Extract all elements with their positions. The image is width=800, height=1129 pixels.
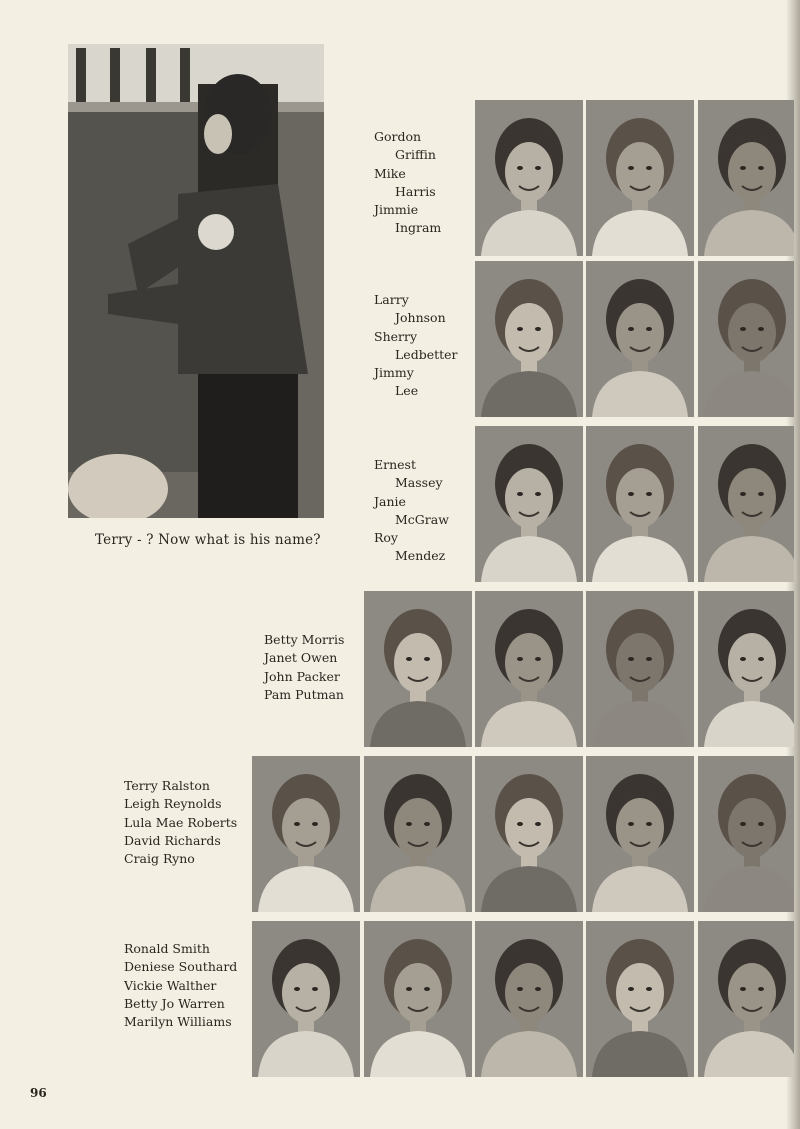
name-line: Marilyn Williams [124, 1014, 232, 1030]
student-portrait [364, 756, 472, 912]
name-line: Ledbetter [395, 346, 458, 362]
student-portrait [586, 426, 694, 582]
name-line: Ronald Smith [124, 941, 210, 956]
name-line: Mendez [395, 548, 446, 564]
name-line: Gordon [374, 129, 422, 144]
name-line: Johnson [395, 310, 446, 326]
student-portrait [475, 426, 583, 582]
name-line: Jimmie [374, 202, 419, 218]
name-line: Leigh Reynolds [124, 796, 222, 812]
name-line: Vickie Walther [124, 977, 217, 993]
student-portrait [698, 591, 794, 747]
student-portrait [475, 261, 583, 417]
name-line: Larry [374, 292, 409, 307]
name-line: Harris [395, 183, 436, 199]
student-portrait [586, 921, 694, 1077]
student-portrait [698, 756, 794, 912]
student-portrait [586, 100, 694, 256]
student-portrait [698, 426, 794, 582]
student-portrait [698, 921, 794, 1077]
student-portrait [475, 756, 583, 912]
student-portrait [698, 261, 794, 417]
name-line: Janie [374, 493, 406, 509]
student-portrait [252, 756, 360, 912]
student-portrait [364, 921, 472, 1077]
name-line: McGraw [395, 511, 449, 527]
student-portrait [475, 591, 583, 747]
name-line: Jimmy [374, 365, 414, 381]
names-row-1 [374, 128, 441, 238]
candid-photo [68, 44, 324, 518]
names-row-4 [264, 631, 344, 704]
names-row-3 [374, 456, 449, 566]
name-line: Janet Owen [264, 650, 338, 666]
name-line: Mike [374, 165, 406, 181]
name-line: Roy [374, 530, 398, 546]
name-line: Craig Ryno [124, 851, 195, 867]
student-portrait [698, 100, 794, 256]
names-row-6 [124, 940, 237, 1031]
name-line: Massey [395, 475, 443, 491]
student-portrait [475, 921, 583, 1077]
student-portrait [364, 591, 472, 747]
names-row-2 [374, 291, 458, 401]
name-line: Deniese Southard [124, 959, 238, 975]
student-portrait [252, 921, 360, 1077]
name-line: Griffin [395, 147, 436, 163]
name-line: Ernest [374, 457, 416, 472]
page-number: 96 [30, 1086, 47, 1100]
name-line: Betty Jo Warren [124, 995, 225, 1011]
name-line: Pam Putman [264, 686, 344, 702]
name-line: Betty Morris [264, 632, 345, 647]
student-portrait [475, 100, 583, 256]
name-line: David Richards [124, 832, 221, 848]
chalkboard-scene [68, 44, 324, 518]
student-portrait [586, 756, 694, 912]
photo-caption: Terry - ? Now what is his name? [95, 532, 321, 548]
name-line: Terry Ralston [124, 778, 210, 793]
name-line: Lula Mae Roberts [124, 814, 238, 830]
student-portrait [586, 591, 694, 747]
name-line: Sherry [374, 328, 418, 344]
names-row-5 [124, 777, 237, 868]
name-line: John Packer [264, 668, 340, 684]
name-line: Ingram [395, 220, 442, 236]
name-line: Lee [395, 383, 419, 399]
student-portrait [586, 261, 694, 417]
